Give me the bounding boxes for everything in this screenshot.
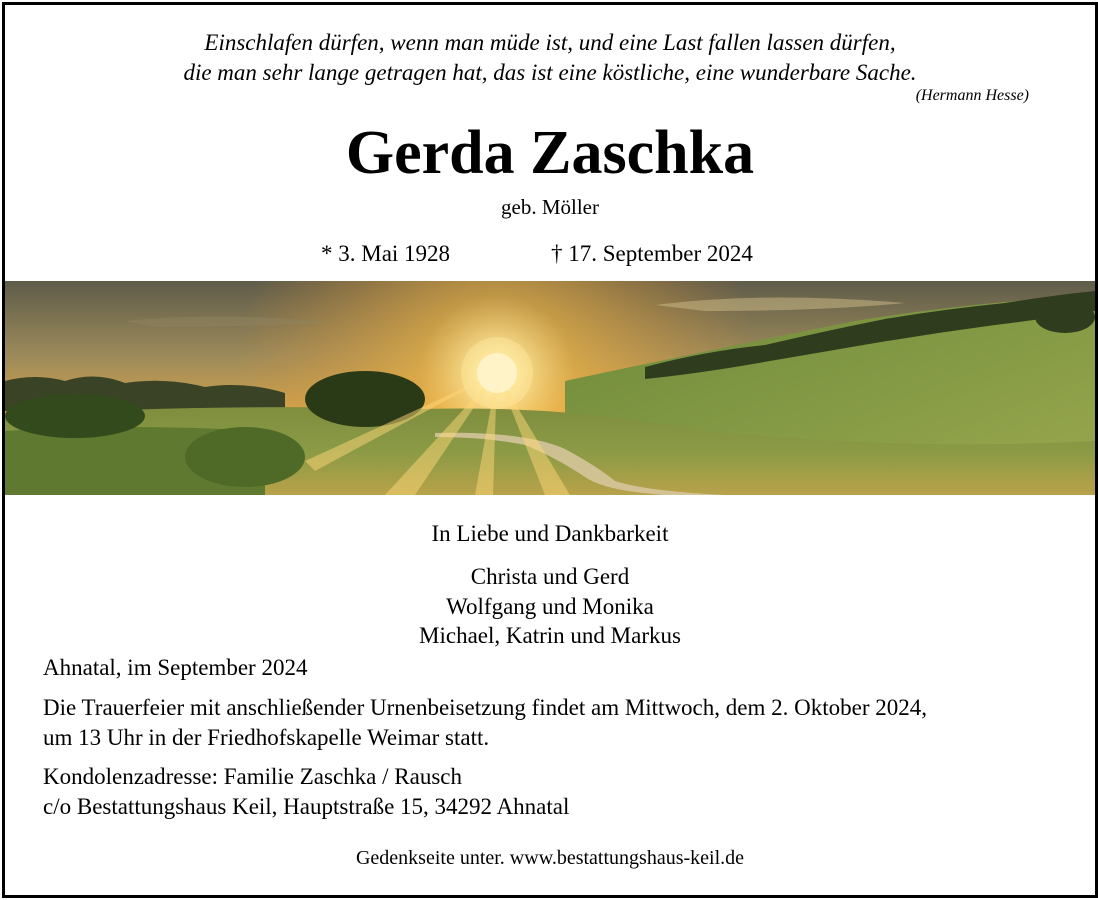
place-date: Ahnatal, im September 2024: [43, 655, 308, 680]
maiden-name: geb. Möller: [501, 195, 599, 219]
birth-date: * 3. Mai 1928: [321, 241, 451, 266]
mourner-3: Michael, Katrin und Markus: [419, 623, 681, 648]
mourner-2: Wolfgang und Monika: [446, 593, 654, 619]
service-line-2: um 13 Uhr in der Friedhofskapelle Weimar statt.: [43, 725, 490, 750]
mourner-1: Christa und Gerd: [470, 564, 630, 589]
condolence-address: [43, 762, 569, 822]
quote-line-1: Einschlafen dürfen, wenn man müde ist, und eine Last fallen lassen dürfen,: [204, 30, 896, 55]
condolence-line-2: c/o Bestattungshaus Keil, Hauptstraße 15, 34292 Ahnatal: [43, 794, 570, 819]
quote-author: (Hermann Hesse): [915, 87, 1029, 104]
death-date: † 17. September 2024: [551, 241, 753, 266]
service-line-1: Die Trauerfeier mit anschließender Urnenbeisetzung findet am Mittwoch, dem 2. Oktober 2024,: [43, 695, 927, 720]
condolence-line-1: Kondolenzadresse: Familie Zaschka / Rausch: [43, 764, 462, 789]
sunset-meadow-photo: [5, 281, 1095, 495]
memorial-page-link[interactable]: Gedenkseite unter. www.bestattungshaus-keil.de: [355, 847, 745, 869]
thanks-line: In Liebe und Dankbarkeit: [431, 521, 669, 546]
obituary-notice: [2, 2, 1098, 898]
deceased-name: Gerda Zaschka: [345, 119, 755, 187]
service-info: [43, 693, 1053, 753]
quote-line-2: die man sehr lange getragen hat, das ist eine köstliche, eine wunderbare Sache.: [183, 60, 917, 85]
mourners-list: [5, 562, 1095, 651]
